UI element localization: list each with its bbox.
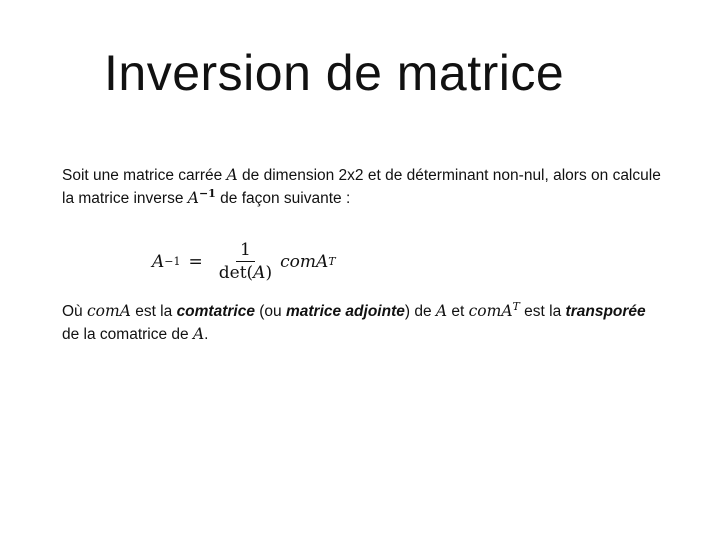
fraction xyxy=(215,240,276,283)
comat-exponent: T xyxy=(512,299,520,313)
formula-rhs-base: comA xyxy=(280,251,329,272)
matrix-a-2: A xyxy=(435,302,448,320)
def-text-6: est la xyxy=(519,303,566,320)
comatrice-term: comtatrice xyxy=(176,303,255,320)
intro-paragraph xyxy=(62,164,662,210)
matrix-a-3: A xyxy=(192,325,205,343)
def-text-3: (ou xyxy=(254,303,286,320)
def-text-8: . xyxy=(204,326,209,343)
adjointe-term: matrice adjointe xyxy=(285,303,405,320)
intro-text-1: Soit une matrice carrée xyxy=(62,167,227,184)
def-text-7: de la comatrice de xyxy=(62,326,193,343)
fraction-numerator: 1 xyxy=(236,240,255,262)
det-close: ) xyxy=(265,263,273,283)
def-text-5: et xyxy=(447,303,469,320)
intro-text-2: de dimension 2x2 et de déterminant non-nul, alors on calcule la matrice inverse xyxy=(62,167,661,207)
transposee-term: transporée xyxy=(565,303,646,320)
def-text-4: ) de xyxy=(404,303,436,320)
det-function: det( xyxy=(218,263,254,283)
matrix-a: A xyxy=(226,166,238,184)
fraction-denominator xyxy=(215,262,276,283)
def-text-1: Où xyxy=(62,303,87,320)
coma-symbol: comA xyxy=(86,302,131,320)
slide-title: Inversion de matrice xyxy=(104,45,565,101)
comat-base: comA xyxy=(468,302,513,320)
definition-paragraph xyxy=(62,300,662,346)
def-text-2: est la xyxy=(130,303,177,320)
inverse-base: A xyxy=(187,189,199,207)
intro-text-3: de façon suivante : xyxy=(215,190,351,207)
inverse-exponent: −1 xyxy=(198,186,216,200)
equals-sign: = xyxy=(188,251,203,272)
formula-lhs-base: A xyxy=(152,251,165,272)
det-argument: A xyxy=(253,263,266,283)
inverse-formula: A −1 = $\frac{1}{\det(A)}$ comA T xyxy=(152,240,336,283)
